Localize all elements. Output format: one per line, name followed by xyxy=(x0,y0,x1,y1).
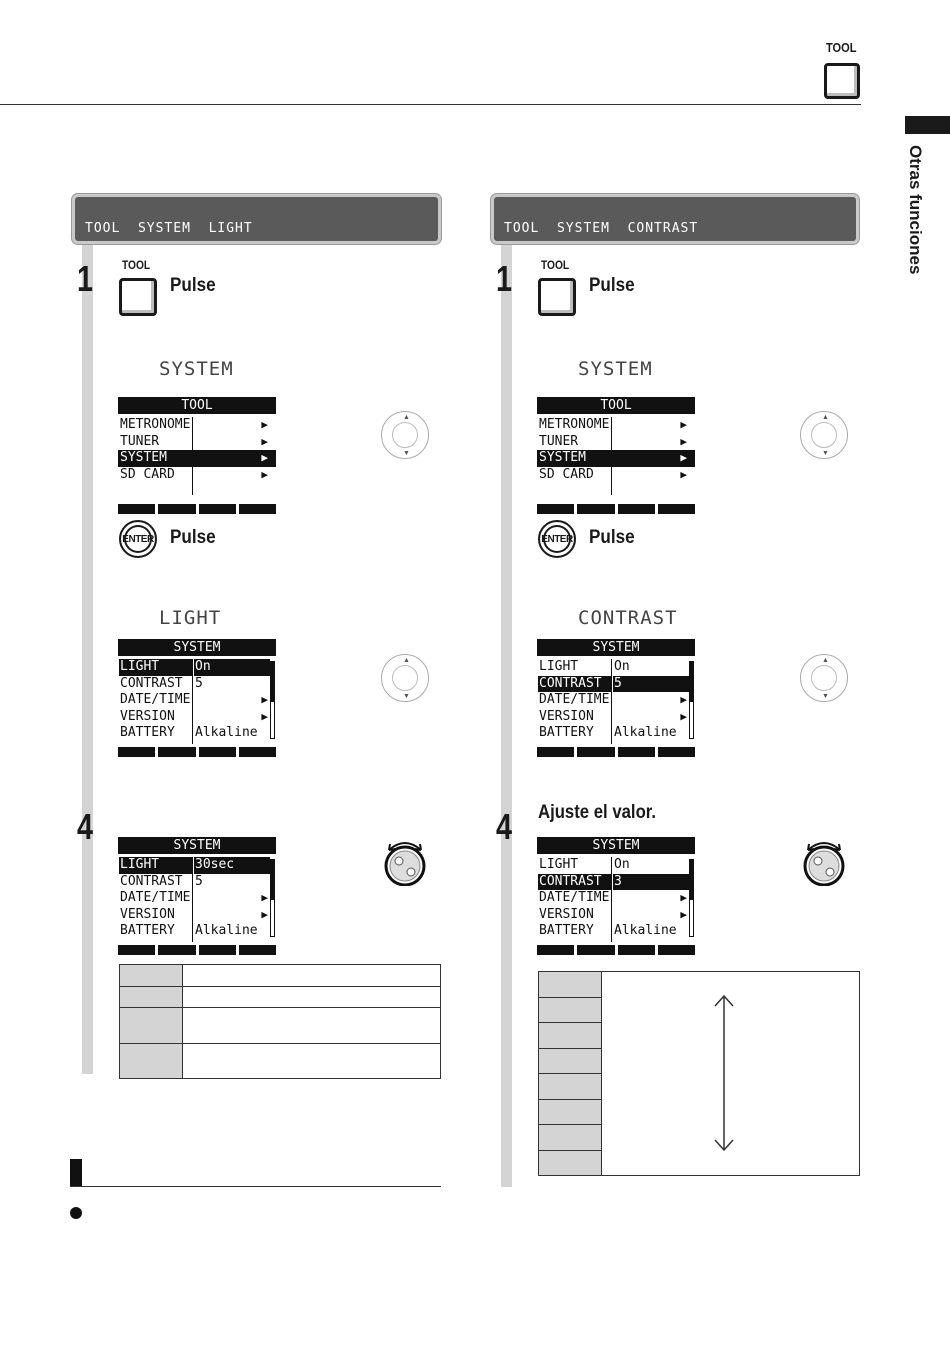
lcd-row: VERSION ▶ xyxy=(120,906,268,922)
left-value-dial-icon xyxy=(381,838,429,886)
tool-key-label: TOOL xyxy=(826,40,857,55)
lcd-row: DATE/TIME ▶ xyxy=(120,890,268,906)
lcd-row: METRONOME ▶ xyxy=(539,417,687,432)
left-step-4-number: 4 xyxy=(77,806,94,847)
arrow-right-icon: ▶ xyxy=(261,693,268,707)
header-rule xyxy=(0,104,861,105)
left-value-table xyxy=(119,964,441,1079)
lcd-header: TOOL xyxy=(118,397,276,414)
lcd-row: VERSION ▶ xyxy=(539,708,687,724)
right-step-4-number: 4 xyxy=(496,806,513,847)
lcd-footer xyxy=(537,747,695,757)
right-column-strip xyxy=(501,242,512,1187)
right-lcd-tool-menu xyxy=(537,397,695,514)
lcd-header: SYSTEM xyxy=(118,837,276,854)
lcd-row: CONTRAST 5 xyxy=(120,873,203,889)
lcd-row: LIGHT On xyxy=(539,857,630,872)
lcd-row: BATTERY Alkaline xyxy=(120,725,258,741)
lcd-row: TUNER ▶ xyxy=(120,433,268,449)
left-tool-key-icon xyxy=(119,278,157,316)
lcd-row: SD CARD ▶ xyxy=(539,466,687,482)
left-path-bar xyxy=(72,194,441,244)
lcd-header: SYSTEM xyxy=(118,639,276,656)
right-value-dial-icon xyxy=(800,838,848,886)
arrow-right-icon: ▶ xyxy=(680,434,687,448)
arrow-right-icon: ▶ xyxy=(261,907,268,921)
right-cursor-dial-icon-1: ▲ ▼ xyxy=(800,411,848,459)
left-lcd-system-value xyxy=(118,837,276,955)
lcd-row-selected: SYSTEM ▶ xyxy=(537,450,695,467)
lcd-row: DATE/TIME ▶ xyxy=(539,890,687,906)
lcd-row: SD CARD ▶ xyxy=(120,466,268,482)
left-pulse-2: Pulse xyxy=(170,527,216,548)
left-pulse-1: Pulse xyxy=(170,275,216,296)
lcd-row: DATE/TIME ▶ xyxy=(539,692,687,708)
left-lcd-tool-menu xyxy=(118,397,276,514)
section-tab-label: Otras funciones xyxy=(906,145,925,275)
lcd-footer xyxy=(118,945,276,955)
right-step-4-text: Ajuste el valor. xyxy=(538,802,657,823)
lcd-header: TOOL xyxy=(537,397,695,414)
right-pulse-2: Pulse xyxy=(589,527,635,548)
lcd-row: TUNER ▶ xyxy=(539,433,687,449)
subsection-rule xyxy=(70,1186,441,1187)
bullet-icon xyxy=(70,1207,82,1219)
lcd-row: VERSION ▶ xyxy=(539,906,687,922)
right-menu-1-title: SYSTEM xyxy=(578,358,653,380)
left-cursor-dial-icon-1: ▲ ▼ xyxy=(381,411,429,459)
lcd-row: LIGHT On xyxy=(539,659,630,674)
lcd-row: METRONOME ▶ xyxy=(120,417,268,432)
lcd-row-selected: LIGHT On xyxy=(118,659,268,676)
lcd-row-selected: SYSTEM ▶ xyxy=(118,450,276,467)
arrow-right-icon: ▶ xyxy=(261,434,268,448)
arrow-right-icon: ▶ xyxy=(680,891,687,905)
left-lcd-system-menu xyxy=(118,639,276,757)
right-path-text: TOOL SYSTEM CONTRAST xyxy=(504,221,699,236)
lcd-row: VERSION ▶ xyxy=(120,708,268,724)
right-cursor-dial-icon-2: ▲ ▼ xyxy=(800,654,848,702)
lcd-header: SYSTEM xyxy=(537,837,695,854)
subsection-marker xyxy=(70,1159,82,1187)
lcd-row: BATTERY Alkaline xyxy=(539,923,677,939)
lcd-footer xyxy=(537,504,695,514)
lcd-row: CONTRAST 5 xyxy=(120,675,203,691)
arrow-right-icon: ▶ xyxy=(261,891,268,905)
lcd-footer xyxy=(118,747,276,757)
lcd-row: BATTERY Alkaline xyxy=(539,725,677,741)
arrow-right-icon: ▶ xyxy=(261,451,268,465)
arrow-right-icon: ▶ xyxy=(261,418,268,431)
arrow-right-icon: ▶ xyxy=(680,709,687,723)
left-path-text: TOOL SYSTEM LIGHT xyxy=(85,221,253,236)
section-tab xyxy=(905,116,950,134)
arrow-right-icon: ▶ xyxy=(680,467,687,481)
right-step-1-number: 1 xyxy=(496,258,513,299)
arrow-right-icon: ▶ xyxy=(680,418,687,431)
arrow-right-icon: ▶ xyxy=(261,467,268,481)
left-menu-2-title: LIGHT xyxy=(159,607,222,629)
right-value-table xyxy=(538,971,860,1176)
right-tool-key-icon xyxy=(538,278,576,316)
arrow-right-icon: ▶ xyxy=(680,451,687,465)
right-pulse-1: Pulse xyxy=(589,275,635,296)
lcd-footer xyxy=(537,945,695,955)
tool-key-icon xyxy=(824,63,860,99)
left-cursor-dial-icon-2: ▲ ▼ xyxy=(381,654,429,702)
lcd-row-selected: LIGHT 30sec xyxy=(118,857,268,874)
left-menu-1-title: SYSTEM xyxy=(159,358,234,380)
right-menu-2-title: CONTRAST xyxy=(578,607,678,629)
left-enter-button-icon: ENTER xyxy=(119,520,157,558)
lcd-footer xyxy=(118,504,276,514)
right-lcd-system-value xyxy=(537,837,695,955)
lcd-row: BATTERY Alkaline xyxy=(120,923,258,939)
arrow-right-icon: ▶ xyxy=(680,693,687,707)
range-arrow-icon xyxy=(712,992,736,1154)
lcd-row-selected: CONTRAST 5 xyxy=(537,676,687,693)
lcd-header: SYSTEM xyxy=(537,639,695,656)
left-column-strip xyxy=(82,242,93,1074)
arrow-right-icon: ▶ xyxy=(261,709,268,723)
lcd-row-selected: CONTRAST 3 xyxy=(537,874,687,891)
lcd-row: DATE/TIME ▶ xyxy=(120,692,268,708)
left-step-1-number: 1 xyxy=(77,258,94,299)
right-enter-button-icon: ENTER xyxy=(538,520,576,558)
right-lcd-system-menu xyxy=(537,639,695,757)
right-path-bar xyxy=(491,194,859,244)
left-tool-key-label: TOOL xyxy=(122,258,151,272)
arrow-right-icon: ▶ xyxy=(680,907,687,921)
right-tool-key-label: TOOL xyxy=(541,258,570,272)
